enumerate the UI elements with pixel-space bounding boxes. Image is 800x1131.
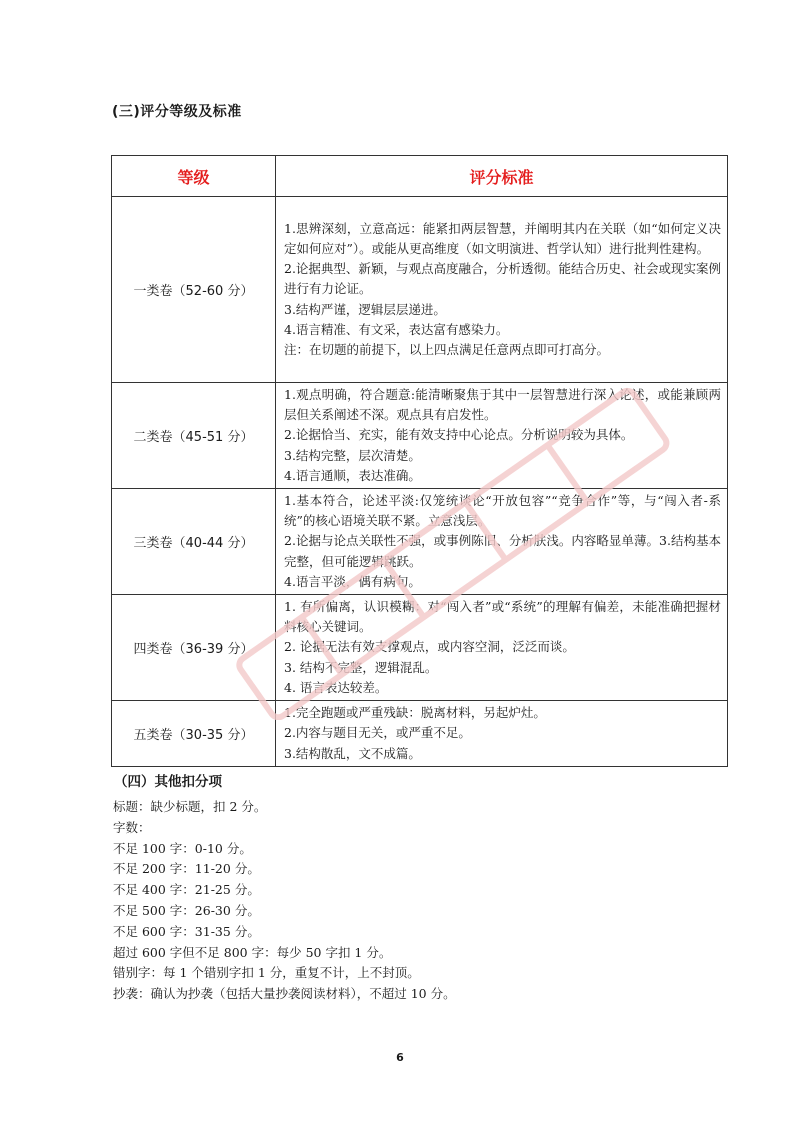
criteria-line: 2.论据恰当、充实，能有效支持中心论点。分析说明较为具体。 (284, 427, 634, 443)
criteria-cell (276, 489, 728, 595)
criteria-line: 2.论据与论点关联性不强，或事例陈旧、分析肤浅。内容略显单薄。3.结构基本完整，但可能逻辑跳跃。 (284, 533, 721, 569)
grade-label: 三类卷（40-44 分） (112, 489, 276, 595)
list-item: 不足 100 字：0-10 分。 (113, 840, 252, 856)
table-row (112, 197, 728, 383)
grade-label: 二类卷（45-51 分） (112, 383, 276, 489)
criteria-line: 1.观点明确，符合题意:能清晰聚焦于其中一层智慧进行深入论述，或能兼顾两层但关系阐述不深。观点具有启发性。 (284, 387, 721, 423)
criteria-line: 1.基本符合，论述平淡:仅笼统谈论“开放包容”“竞争合作”等，与“闯入者-系统”的核心语境关联不紧。立意浅层。 (284, 493, 721, 529)
criteria-line: 1.思辨深刻，立意高远：能紧扣两层智慧，并阐明其内在关联（如“如何定义决定如何应对”）。或能从更高维度（如文明演进、哲学认知）进行批判性建构。 (284, 220, 721, 256)
criteria-line: 3.结构严谨，逻辑层层递进。 (284, 301, 446, 317)
list-item: 不足 500 字：26-30 分。 (113, 902, 260, 918)
criteria-line: 1. 有所偏离，认识模糊：对“闯入者”或“系统”的理解有偏差，未能准确把握材料核心关键词。 (284, 599, 721, 635)
list-item: 不足 400 字：21-25 分。 (113, 882, 260, 898)
list-item: 标题：缺少标题，扣 2 分。 (113, 799, 267, 814)
criteria-cell (276, 595, 728, 701)
criteria-line: 4.语言通顺，表达准确。 (284, 467, 421, 483)
criteria-line: 4.语言平淡，偶有病句。 (284, 573, 421, 589)
criteria-line: 3.结构散乱，文不成篇。 (284, 745, 421, 761)
page-number: 6 (396, 1051, 404, 1064)
table-row (112, 489, 728, 595)
header-criteria: 评分标准 (276, 156, 728, 197)
list-item: 超过 600 字但不足 800 字：每少 50 字扣 1 分。 (113, 944, 392, 960)
criteria-line: 4. 语言表达较差。 (284, 679, 388, 695)
other-deductions-title: （四）其他扣分项 (114, 774, 222, 790)
list-item: 字数： (113, 819, 151, 835)
criteria-line: 2. 论据无法有效支撑观点，或内容空洞，泛泛而谈。 (284, 639, 575, 655)
grade-label: 四类卷（36-39 分） (112, 595, 276, 701)
criteria-line: 3.结构完整，层次清楚。 (284, 447, 421, 463)
table-row (112, 701, 728, 767)
criteria-cell (276, 701, 728, 767)
criteria-line: 4.语言精准、有文采，表达富有感染力。 (284, 321, 509, 337)
header-grade: 等级 (112, 156, 276, 197)
list-item: 不足 200 字：11-20 分。 (113, 861, 260, 877)
list-item: 错别字：每 1 个错别字扣 1 分，重复不计，上不封顶。 (113, 965, 420, 981)
grading-table (111, 155, 728, 767)
criteria-note: 注：在切题的前提下，以上四点满足任意两点即可打高分。 (284, 342, 610, 357)
criteria-line: 3. 结构不完整，逻辑混乱。 (284, 659, 438, 675)
criteria-cell (276, 197, 728, 383)
list-item: 抄袭：确认为抄袭（包括大量抄袭阅读材料），不超过 10 分。 (113, 986, 456, 1002)
criteria-line: 2.论据典型、新颖，与观点高度融合，分析透彻。能结合历史、社会或现实案例进行有力论证。 (284, 261, 721, 297)
section-title: (三)评分等级及标准 (112, 104, 242, 120)
table-row (112, 383, 728, 489)
criteria-line: 2.内容与题目无关，或严重不足。 (284, 725, 471, 741)
list-item: 不足 600 字：31-35 分。 (113, 923, 260, 939)
criteria-cell (276, 383, 728, 489)
table-header-row (112, 156, 728, 197)
grade-label: 一类卷（52-60 分） (112, 197, 276, 383)
other-deductions-list (113, 797, 456, 1005)
criteria-line: 1.完全跑题或严重残缺：脱离材料，另起炉灶。 (284, 705, 546, 721)
grade-label: 五类卷（30-35 分） (112, 701, 276, 767)
table-row (112, 595, 728, 701)
